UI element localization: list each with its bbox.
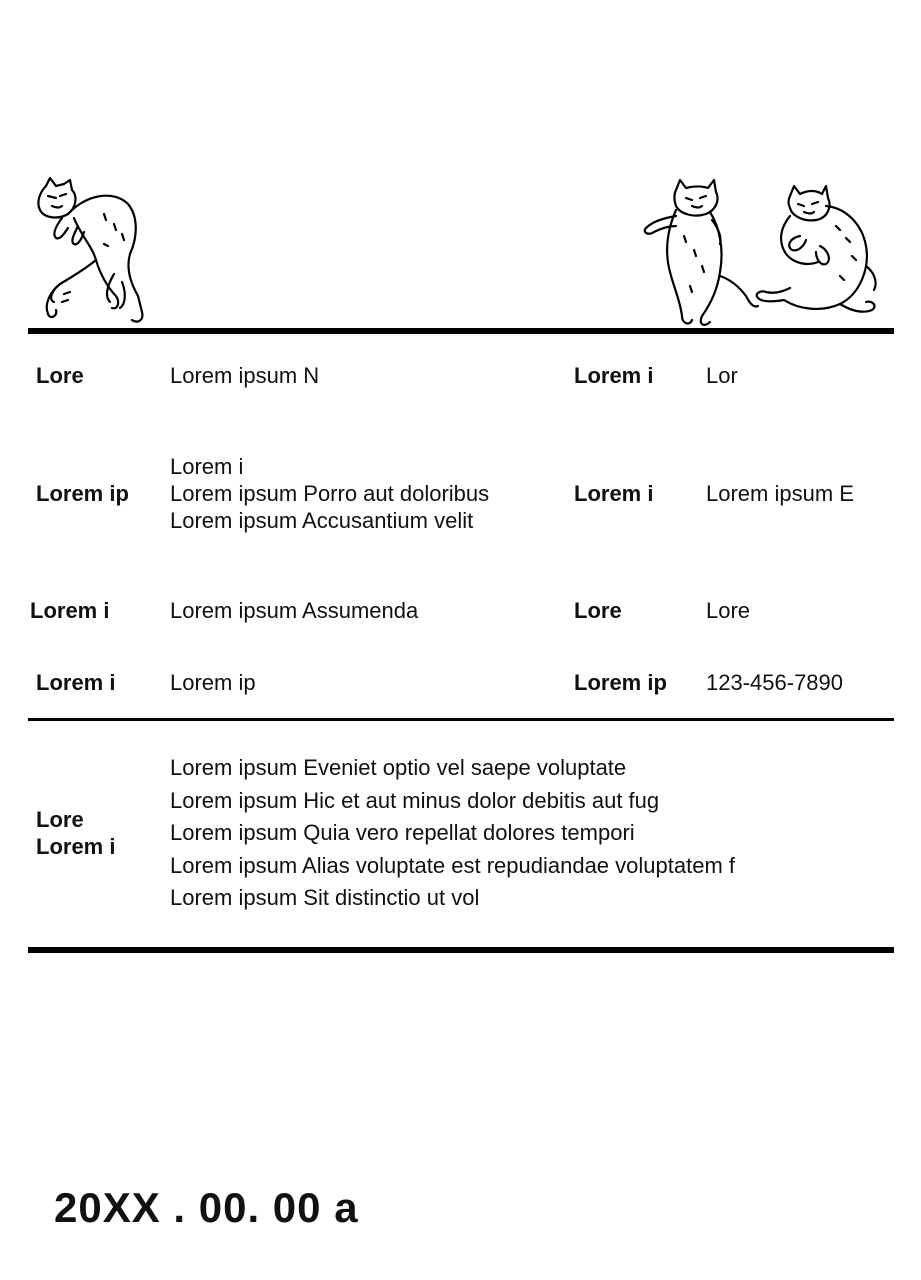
row-3-value-1: Lorem ipsum Assumenda (170, 598, 419, 623)
row-4-value-1: Lorem ip (170, 670, 256, 695)
dancing-cat-illustration-icon (34, 174, 149, 329)
notes-line: Lorem ipsum Quia vero repellat dolores tempori (170, 820, 635, 845)
document-date: 20XX . 00. 00 a (54, 1184, 359, 1231)
row-2-label-1: Lorem ip (36, 481, 129, 506)
row-4-label-1: Lorem i (36, 670, 116, 695)
header-divider (28, 328, 894, 334)
row-3-label-2: Lore (574, 598, 622, 623)
row-1-value-1: Lorem ipsum N (170, 363, 320, 388)
row-1-label-1: Lore (36, 363, 84, 388)
notes-label (36, 806, 115, 860)
row-4-label-2: Lorem ip (574, 670, 667, 695)
row-3-label-1: Lorem i (30, 598, 110, 623)
notes-line: Lorem ipsum Hic et aut minus dolor debitis aut fug (170, 787, 660, 813)
notes-label-line: Lore (36, 807, 84, 832)
row-2-value-1-line: Lorem i (170, 454, 244, 479)
row-2-value-1-line: Lorem ipsum Porro aut doloribus (170, 481, 490, 506)
row-2-label-2: Lorem i (574, 481, 654, 506)
footer-divider (28, 947, 894, 953)
row-2-value-1 (170, 453, 489, 534)
notes-label-line: Lorem i (36, 834, 116, 859)
notes-line: Lorem ipsum Eveniet optio vel saepe voluptate (170, 755, 627, 780)
row-1-value-2: Lor (706, 363, 738, 388)
row-3-value-2: Lore (706, 598, 751, 623)
row-4-value-2: 123-456-7890 (706, 670, 844, 695)
row-1-label-2: Lorem i (574, 363, 654, 388)
notes-line: Lorem ipsum Sit distinctio ut vol (170, 885, 480, 910)
notes-line: Lorem ipsum Alias voluptate est repudiandae voluptatem f (170, 852, 735, 878)
section-divider (28, 718, 894, 721)
row-2-value-1-line: Lorem ipsum Accusantium velit (170, 508, 474, 533)
notes-text (170, 752, 735, 915)
row-2-value-2: Lorem ipsum E (706, 481, 854, 506)
two-dancing-cats-illustration-icon (640, 176, 880, 328)
